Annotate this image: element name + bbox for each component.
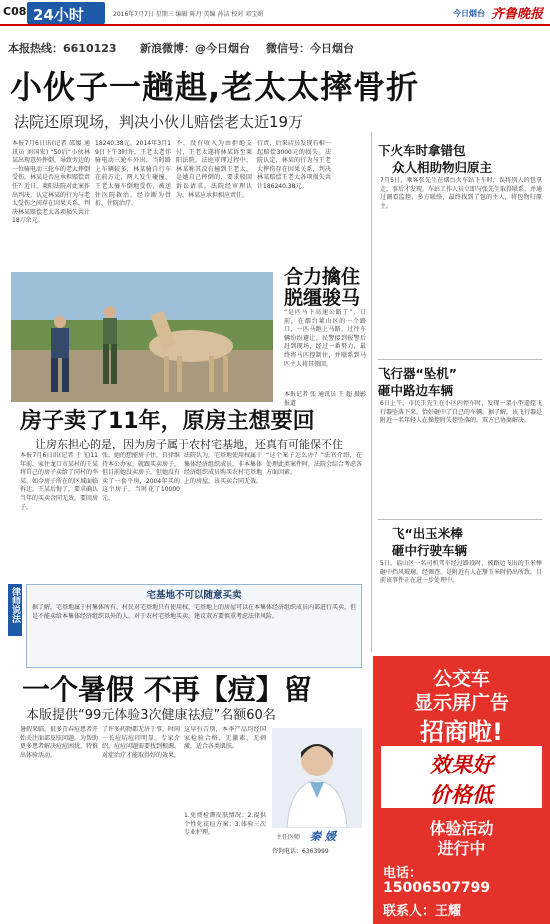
bus-ad-slogan-2: 价格低	[430, 783, 493, 807]
wechat: 微信号：今日烟台	[266, 42, 354, 55]
bus-ad-line-2: 显示屏广告	[413, 692, 509, 714]
bus-ad-event-2: 进行中	[437, 839, 486, 858]
bus-ad-line-3: 招商啦!	[420, 718, 503, 746]
lead-col-4: 行责，后来店员发现有相一起赔偿3000元的损失。法院认定，林某的行为与王老太摔伤存在因果关系，判决林某赔偿王老太各项损失共计186240.38元。	[257, 140, 331, 190]
health-subtitle: 本版提供“99元体验3次健康祛痘”名额60名	[26, 708, 276, 723]
bus-ad-slogan-1: 效果好	[430, 753, 493, 777]
lead-col-2: 18240.38元。2014年3月19日下午3时许，王老太老伴骑电动三轮车外出，当时路上车辆较多，林某骑自行车在前方走，两人发生碰撞，王老太骑车倒地受伤，被送往医院救治，经诊断为骨折，住院治疗。	[95, 140, 171, 208]
plate-body: 5日，福山区一名司机驾车经过路段时，被路边飞出的玉米棒砸中挡风玻璃。经调查，是附近有人在掰玉米时扔出所致。目前该事件正在进一步处理中。	[380, 560, 542, 585]
horse-headline-2: 脱缰骏马	[284, 287, 361, 309]
legal-tag-label: 律师说法	[10, 587, 20, 623]
expert-portrait-illustration	[272, 728, 362, 828]
lead-headline: 小伙子一趟趄,老太太摔骨折	[10, 68, 420, 106]
masthead	[0, 0, 550, 26]
lead-subtitle: 法院还原现场，判决小伙儿赔偿老太近19万	[14, 113, 304, 131]
section-label: 24小时	[33, 6, 84, 24]
health-col-1: 暑假来临，很多青春痘患者开始关注面部皮肤问题。为帮助更多患者解决痘痘困扰，特推出体验活动。	[20, 726, 98, 759]
house-col-1: 本报7月6日讯(记者 于飞)11年前，家住龙口市某村的王某将自己的房子卖给了同村的李某。如今房子所在的区域面临拆迁，王某后悔了，要求确认当年的买卖合同无效，要回房子。	[20, 452, 98, 511]
legal-heading: 宅基地不可以随意买卖	[146, 590, 242, 601]
expert-title: 主任医师	[276, 834, 301, 841]
house-headline: 房子卖了11年，原房主想要回	[20, 409, 315, 434]
horse-scene-illustration	[11, 272, 273, 402]
health-phone: 咨询电话：6363999	[272, 848, 329, 855]
legal-tag	[8, 584, 22, 636]
bus-ad-contact: 联系人：王耀	[383, 904, 462, 919]
cat-body: 6日上午，市民王先生在小区内停车时，发现一架小型遥控飞行器坠落下来，恰好砸中了自己的车辆。据了解，该飞行器是附近一名年轻人在操控时失控坠落的，双方已协商解决。	[380, 400, 542, 425]
health-col-4: 1.免费检测皮肤情况；2.提供个性化祛痘方案；3.体验三次专业护理。	[184, 812, 266, 837]
bus-ad-slogan-panel	[381, 746, 542, 808]
plate-headline: 飞“出玉米棒	[392, 526, 463, 541]
horse-headline: 合力擒住	[284, 266, 361, 288]
bus-ad-phone: 15006507799	[383, 880, 491, 896]
horse-body: “是匹马下高速公路了”，日前，在烟台莱山区的一个路口，一匹马跑上马路，过往车辆纷纷避让。民警接到报警后赶到现场，经过一番努力，最终将马匹控制住，并联系到马匹主人将其领回。	[284, 309, 366, 368]
bus-ad-event: 体验活动	[429, 819, 494, 838]
lead-col-3: 不，没有收入为由拒绝支付，王老太遂将林某诉至莱阳法院。法庭审理过程中，林某称其没有撞到王老太，是她自己摔倒的，要求驳回诉讼请求。法院经审理认为，林某应承担相应责任。	[176, 140, 252, 199]
weibo: 新浪微博：@今日烟台	[140, 42, 250, 55]
house-col-3: 法院认为，宅基地使用权属于集体经济组织成员，非本集体经济组织成员购买农村宅基地上的房屋，该买卖合同无效。	[184, 452, 262, 485]
page-number: C08	[3, 5, 27, 18]
house-col-2: 张，她的想能房子住，自律维持本公办家，就跟买卖房子，但目前她没卖房子，但她没有卖了一套平房，2004年买的这个房子，当时花了10000元。	[102, 452, 180, 502]
expert-name: 秦 媛	[310, 830, 336, 843]
contact-strip	[0, 40, 550, 56]
section-badge	[27, 2, 105, 24]
cat-headline-2: 砸中路边车辆	[378, 383, 454, 398]
date-line: 2016年7月7日 星期三 编辑 陈丹 美编 孙洁 校对 邓宝娟	[113, 11, 264, 18]
lead-col-1: 本报7月6日讯(记者 邵媛 通讯员 刘国宏) “50后”小伙林某出现意外摔倒，导致旁边的一位骑电动三轮车的老太摔倒受伤，林某是否应承担赔偿责任？近日，莱阳法院对此案作出判决，认定林某的行为与老太受伤之间存在因果关系，判决林某赔偿老太各项损失共计18万余元。	[12, 140, 90, 225]
right-rule-1	[378, 359, 542, 360]
bus-ad-line-1: 公交车	[432, 668, 490, 690]
house-subtitle: 让房东担心的是，因为房子属于农村宅基地，还真有可能保不住	[35, 438, 343, 451]
horse-photo	[11, 272, 273, 402]
expert-photo	[272, 728, 362, 828]
bus-ad-phone-label: 电话：	[383, 866, 423, 881]
legal-box	[26, 584, 362, 668]
plate-headline-2: 砸中行驶车辆	[392, 543, 468, 558]
paper-prefix: 今日烟台	[453, 9, 485, 18]
train-headline-2: 众人相助物归原主	[392, 160, 493, 175]
health-headline: 一个暑假 不再【痘】留	[22, 673, 312, 706]
bus-ad	[373, 656, 550, 924]
horse-caption: 本报记者 张 通讯员 王 超 摄影报道	[284, 391, 366, 407]
train-body: 7月5日，乘客张先生在烟台火车站下车时，误将别人的包拿走，事后才发现。车站工作人员立即与张先生取得联系，并通过调看监控、多方联络，最终找到了包的主人，将包物归原主。	[380, 177, 542, 210]
train-headline: 下火车时拿错包	[378, 143, 466, 158]
right-rule-2	[378, 519, 542, 520]
health-col-2: 了许多药物都无济于事，时间一长痘坑痘印明显。专家介绍，痘痘问题需要找到根源，对症治疗才能取得好的效果。	[102, 726, 180, 759]
house-col-4: “这个案子怎么办？”法官介绍，在处理此类案件时，法院会综合考虑各方面因素。	[266, 452, 362, 477]
paper-logo: 齐鲁晚报	[491, 7, 544, 22]
health-col-3: 这早有告别，本季产品均经国家检验合格，无激素，无刺激，适合各类肌肤。	[184, 726, 266, 751]
legal-body: 据了解，宅基地属于村集体所有，村民对宅基地只有使用权，宅基地上的房屋可以在本集体经济组织成员内部进行买卖，但是不能卖给本集体经济组织以外的人。对于农村宅基地买卖，建议双方要慎重考虑法律风险。	[32, 604, 356, 620]
cat-headline: 飞行器“坠机”	[378, 366, 457, 381]
right-column-rule	[371, 132, 372, 652]
hotline: 本报热线：6610123	[8, 42, 117, 55]
